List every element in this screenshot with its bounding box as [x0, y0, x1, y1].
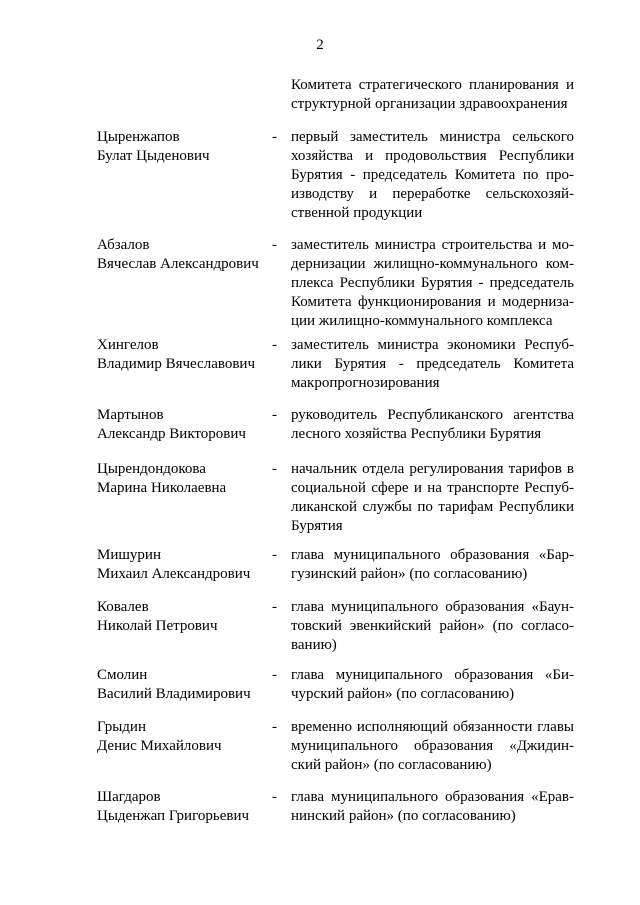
- role-line: временно исполняющий обязанности главы: [291, 719, 574, 735]
- role-line: хозяйства и продовольствия Республики: [291, 148, 574, 164]
- member-role: [291, 718, 574, 775]
- role-line: глава муниципального образования «Баун-: [291, 599, 574, 615]
- role-line: товский эвенкийский район» (по согласо-: [291, 618, 574, 634]
- member-name: [97, 406, 275, 444]
- dash-separator: -: [272, 337, 277, 353]
- role-line: чурский район» (по согласованию): [291, 686, 515, 702]
- role-line: ликанской службы по тарифам Республики: [291, 499, 574, 515]
- role-line: изводству и переработке сельскохозяй-: [291, 186, 574, 202]
- role-line: начальник отдела регулирования тарифов в: [291, 461, 574, 477]
- role-line: Бурятия: [291, 518, 343, 534]
- role-line: глава муниципального образования «Би-: [291, 667, 574, 683]
- member-name: [97, 546, 275, 584]
- member-given-names: Николай Петрович: [97, 618, 218, 634]
- dash-separator: -: [272, 789, 277, 805]
- role-line: первый заместитель министра сельского: [291, 129, 574, 145]
- member-role: [291, 336, 574, 393]
- member-role: [291, 546, 574, 584]
- member-given-names: Денис Михайлович: [97, 738, 222, 754]
- member-given-names: Владимир Вячеславович: [97, 356, 255, 372]
- member-surname: Хингелов: [97, 337, 159, 353]
- member-role: [291, 128, 574, 223]
- role-line: глава муниципального образования «Бар-: [291, 547, 574, 563]
- member-name: [97, 236, 275, 274]
- role-line: лики Бурятия - председатель Комитета: [291, 356, 574, 372]
- dash-separator: -: [272, 237, 277, 253]
- role-line: Комитета функционирования и модерниза-: [291, 294, 574, 310]
- dash-separator: -: [272, 547, 277, 563]
- member-given-names: Вячеслав Александрович: [97, 256, 259, 272]
- role-line: ванию): [291, 637, 337, 653]
- continuation-line: Комитета стратегического планирования и: [291, 77, 574, 93]
- role-line: нинский район» (по согласованию): [291, 808, 516, 824]
- member-role: [291, 460, 574, 536]
- role-line: ственной продукции: [291, 205, 423, 221]
- role-line: плекса Республики Бурятия - председатель: [291, 275, 574, 291]
- dash-separator: -: [272, 719, 277, 735]
- role-line: гузинский район» (по согласованию): [291, 566, 528, 582]
- role-line: Бурятия - председатель Комитета по про-: [291, 167, 574, 183]
- role-line: социальной сфере и на транспорте Респуб-: [291, 480, 574, 496]
- member-role: [291, 236, 574, 331]
- dash-separator: -: [272, 461, 277, 477]
- member-surname: Цыренжапов: [97, 129, 180, 145]
- role-line: дернизации жилищно-коммунального ком-: [291, 256, 574, 272]
- member-role: [291, 666, 574, 704]
- dash-separator: -: [272, 667, 277, 683]
- role-line: заместитель министра строительства и мо-: [291, 237, 574, 253]
- member-surname: Мартынов: [97, 407, 164, 423]
- member-role: [291, 406, 574, 444]
- role-line: макропрогнозирования: [291, 375, 440, 391]
- role-line: руководитель Республиканского агентства: [291, 407, 574, 423]
- member-surname: Смолин: [97, 667, 148, 683]
- member-surname: Мишурин: [97, 547, 161, 563]
- member-surname: Абзалов: [97, 237, 150, 253]
- continuation-text: [291, 76, 574, 114]
- member-given-names: Марина Николаевна: [97, 480, 227, 496]
- member-given-names: Александр Викторович: [97, 426, 246, 442]
- member-name: [97, 788, 275, 826]
- member-name: [97, 336, 275, 374]
- role-line: лесного хозяйства Республики Бурятия: [291, 426, 542, 442]
- member-surname: Цырендондокова: [97, 461, 206, 477]
- member-given-names: Василий Владимирович: [97, 686, 251, 702]
- member-surname: Грыдин: [97, 719, 146, 735]
- role-line: глава муниципального образования «Ерав-: [291, 789, 574, 805]
- dash-separator: -: [272, 129, 277, 145]
- member-given-names: Булат Цыденович: [97, 148, 210, 164]
- role-line: ский район» (по согласованию): [291, 757, 492, 773]
- role-line: муниципального образования «Джидин-: [291, 738, 574, 754]
- member-surname: Шагдаров: [97, 789, 161, 805]
- member-name: [97, 718, 275, 756]
- dash-separator: -: [272, 599, 277, 615]
- dash-separator: -: [272, 407, 277, 423]
- continuation-line: структурной организации здравоохранения: [291, 96, 568, 112]
- member-given-names: Михаил Александрович: [97, 566, 251, 582]
- role-line: ции жилищно-коммунального комплекса: [291, 313, 553, 329]
- member-surname: Ковалев: [97, 599, 149, 615]
- member-name: [97, 128, 275, 166]
- member-given-names: Цыденжап Григорьевич: [97, 808, 250, 824]
- page-number: 2: [316, 37, 324, 53]
- member-name: [97, 666, 275, 704]
- member-name: [97, 460, 275, 498]
- role-line: заместитель министра экономики Респуб-: [291, 337, 574, 353]
- member-role: [291, 598, 574, 655]
- member-role: [291, 788, 574, 826]
- member-name: [97, 598, 275, 636]
